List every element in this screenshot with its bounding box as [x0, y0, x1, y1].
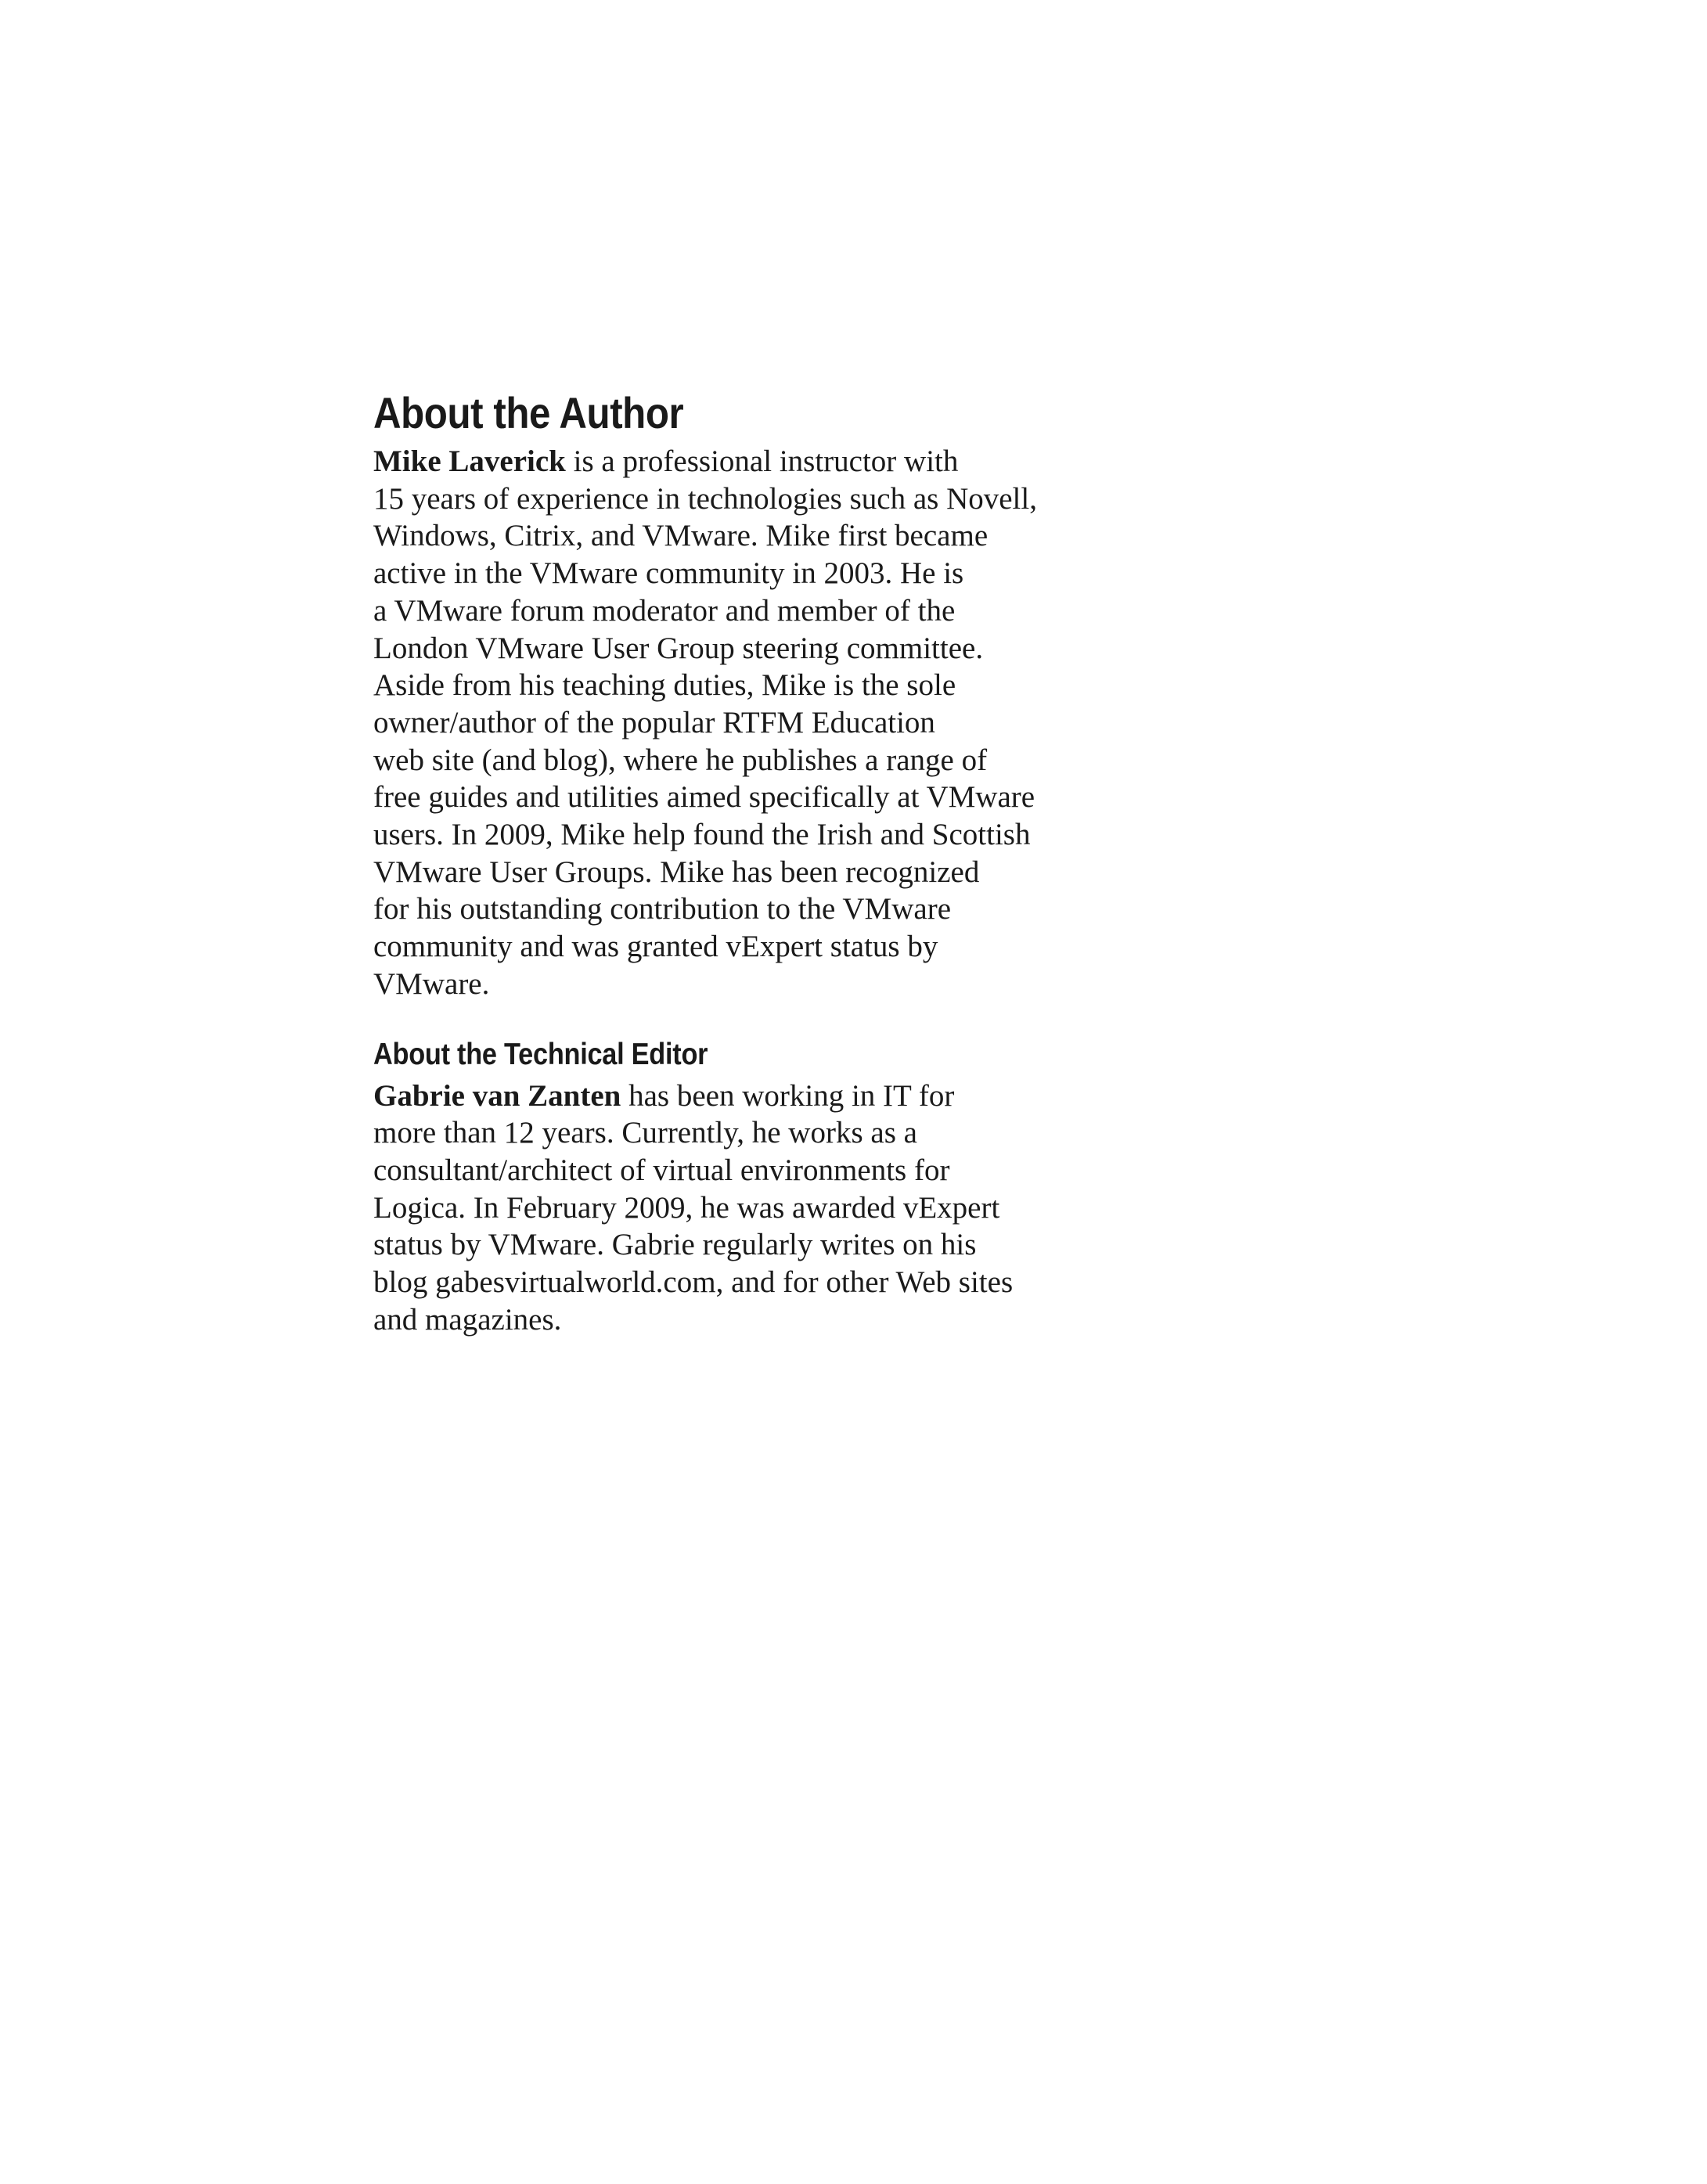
- author-bio-line: community and was granted vExpert status by: [373, 930, 938, 964]
- editor-bio: [373, 1078, 1156, 1339]
- content-column: [373, 388, 1156, 1338]
- author-bio-line: Windows, Citrix, and VMware. Mike first became: [373, 519, 989, 553]
- about-editor-heading: About the Technical Editor: [373, 1037, 708, 1071]
- author-bio-line: for his outstanding contribution to the VMware: [373, 892, 952, 926]
- author-bio-line: VMware User Groups. Mike has been recognized: [373, 855, 980, 889]
- author-bio-line: VMware.: [373, 966, 490, 1001]
- author-bio: [373, 443, 1156, 1003]
- editor-bio-line: status by VMware. Gabrie regularly writes on his: [373, 1228, 977, 1262]
- author-bio-line: users. In 2009, Mike help found the Irish and Scottish: [373, 818, 1031, 852]
- author-name: Mike Laverick: [373, 444, 566, 478]
- editor-bio-line: [373, 1078, 1156, 1115]
- author-bio-line: owner/author of the popular RTFM Education: [373, 705, 935, 739]
- author-bio-text: is a professional instructor with: [565, 444, 959, 478]
- author-bio-line: free guides and utilities aimed specifically at VMware: [373, 780, 1035, 815]
- editor-bio-text: has been working in IT for: [621, 1078, 955, 1113]
- author-bio-line: active in the VMware community in 2003. He is: [373, 556, 964, 591]
- editor-bio-line: blog gabesvirtualworld.com, and for other Web sites: [373, 1265, 1014, 1300]
- about-author-section: [373, 388, 1156, 1003]
- editor-name: Gabrie van Zanten: [373, 1078, 621, 1113]
- editor-bio-line: and magazines.: [373, 1302, 562, 1337]
- author-bio-line: a VMware forum moderator and member of the: [373, 593, 956, 628]
- editor-bio-line: more than 12 years. Currently, he works as a: [373, 1116, 917, 1150]
- editor-bio-line: Logica. In February 2009, he was awarded vExpert: [373, 1190, 1000, 1225]
- editor-bio-line: consultant/architect of virtual environments for: [373, 1153, 950, 1187]
- author-bio-line: web site (and blog), where he publishes a range of: [373, 743, 988, 777]
- about-editor-section: [373, 1039, 1156, 1339]
- author-bio-line: Aside from his teaching duties, Mike is the sole: [373, 668, 956, 703]
- author-bio-line: London VMware User Group steering committee.: [373, 631, 984, 665]
- author-bio-line: [373, 443, 1156, 480]
- about-author-heading: About the Author: [373, 388, 684, 437]
- author-bio-line: 15 years of experience in technologies such as Novell,: [373, 481, 1037, 516]
